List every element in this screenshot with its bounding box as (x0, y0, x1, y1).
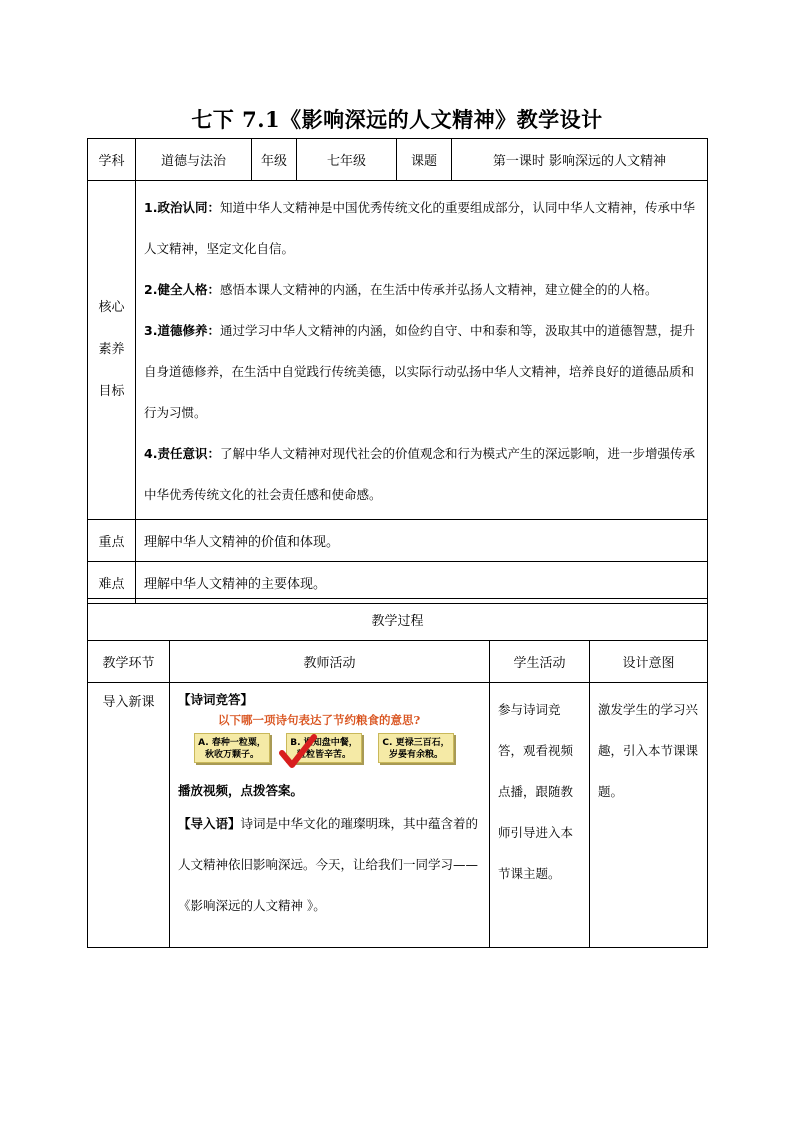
design-intent: 激发学生的学习兴趣，引入本节课课题。 (590, 683, 708, 948)
quiz-option-c: C. 更禄三百石，岁晏有余粮。 (378, 733, 454, 763)
quiz-question: 以下哪一项诗句表达了节约粮食的意思? (218, 713, 421, 727)
objectives-label (88, 181, 136, 520)
stage-cell: 导入新课 (88, 683, 170, 948)
process-table (87, 598, 708, 948)
checkmark-icon (278, 733, 318, 773)
quiz-tag: 【诗词竞答】 (178, 692, 254, 707)
grade-label: 年级 (252, 139, 297, 181)
objective-item: 1.政治认同：知道中华人文精神是中国优秀传统文化的重要组成部分，认同中华人文精神，传承中华人文精神，坚定文化自信。 (144, 200, 695, 256)
difficulty-label: 难点 (88, 562, 136, 604)
quiz-option-b: B. 谁知盘中餐，粒粒皆辛苦。 (286, 733, 362, 763)
objectives-content (136, 181, 708, 520)
intro-paragraph (178, 803, 481, 926)
key-point-label: 重点 (88, 520, 136, 562)
objective-item: 4.责任意识：了解中华人文精神对现代社会的价值观念和行为模式产生的深远影响，进一步增强传承中华优秀传统文化的社会责任感和使命感。 (144, 446, 695, 502)
header-teacher: 教师活动 (170, 641, 490, 683)
objectives-label-1: 核心 (98, 300, 125, 315)
grade-value: 七年级 (297, 139, 397, 181)
process-title: 教学过程 (88, 599, 708, 641)
key-point-text: 理解中华人文精神的价值和体现。 (136, 520, 708, 562)
subject-label: 学科 (88, 139, 136, 181)
quiz-image (178, 713, 481, 773)
student-activity: 参与诗词竞答，观看视频点播，跟随教师引导进入本节课主题。 (490, 683, 590, 948)
quiz-option-a: A. 春种一粒粟，秋收万颗子。 (194, 733, 270, 763)
objective-item: 3.道德修养：通过学习中华人文精神的内涵，如俭约自守、中和泰和等，汲取其中的道德智慧，提升自身道德修养，在生活中自觉践行传统美德，以实际行动弘扬中华人文精神，培养良好的道德品质和行为习惯。 (144, 323, 695, 420)
subject-value: 道德与法治 (136, 139, 252, 181)
difficulty-text: 理解中华人文精神的主要体现。 (136, 562, 708, 604)
objective-item: 2.健全人格：感悟本课人文精神的内涵，在生活中传承并弘扬人文精神，建立健全的的人格。 (144, 282, 658, 297)
intro-tag: 【导入语】 (178, 816, 241, 831)
objectives-label-2: 素养 (98, 342, 125, 357)
info-table (87, 138, 708, 604)
header-intent: 设计意图 (590, 641, 708, 683)
objectives-label-3: 目标 (98, 384, 125, 399)
teacher-activity (170, 683, 490, 948)
topic-value: 第一课时 影响深远的人文精神 (452, 139, 708, 181)
instruction-text: 播放视频，点拨答案。 (178, 783, 304, 798)
header-student: 学生活动 (490, 641, 590, 683)
page-title: 七下 7.1《影响深远的人文精神》教学设计 (191, 107, 603, 132)
topic-label: 课题 (397, 139, 452, 181)
intro-text: 诗词是中华文化的璀璨明珠，其中蕴含着的人文精神依旧影响深远。今天，让给我们一同学习——《影响深远的人文精神 》。 (178, 816, 479, 913)
header-stage: 教学环节 (88, 641, 170, 683)
